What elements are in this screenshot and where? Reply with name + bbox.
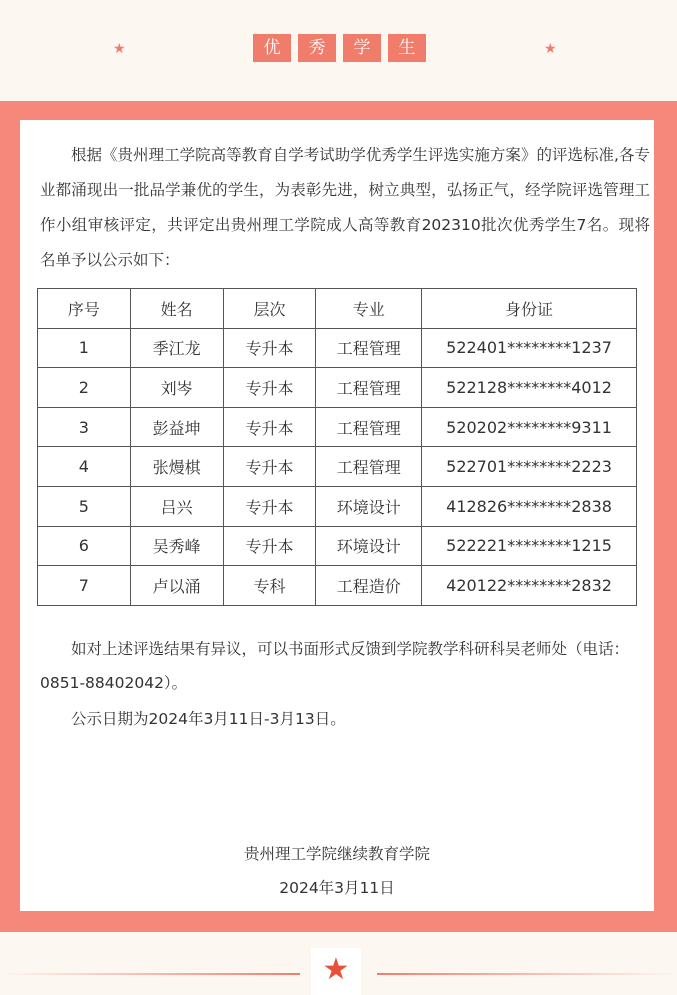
table-cell: 工程管理: [316, 447, 422, 487]
table-cell: 环境设计: [316, 526, 422, 566]
table-header-row: [38, 289, 637, 329]
table-cell: 工程管理: [316, 368, 422, 408]
objection-paragraph: 如对上述评选结果有异议，可以书面形式反馈到学院教学科研科吴老师处（电话：0851-88402042）。: [40, 640, 630, 692]
table-cell: 专升本: [223, 526, 316, 566]
table-cell: 522401********1237: [422, 328, 637, 368]
signature-org: 贵州理工学院继续教育学院: [243, 845, 430, 863]
table-row: [38, 566, 637, 606]
footer-band: [0, 932, 677, 995]
table-cell: 工程管理: [316, 328, 422, 368]
table-row: [38, 447, 637, 487]
student-table: [37, 288, 637, 606]
table-row: [38, 407, 637, 447]
footer-star-box: [311, 948, 361, 995]
table-cell: 张熳棋: [130, 447, 223, 487]
table-cell: 卢以涌: [130, 566, 223, 606]
intro-paragraph: 根据《贵州理工学院高等教育自学考试助学优秀学生评选实施方案》的评选标准,各专业都涌现出一批品学兼优的学生，为表彰先进，树立典型，弘扬正气，经学院评选管理工作小组审核评定，共评定出贵州理工学院成人高等教育202310批次优秀学生7名。现将名单予以公示如下：: [40, 146, 650, 269]
title-char: 生: [388, 34, 426, 62]
table-cell: 工程管理: [316, 407, 422, 447]
table-cell: 520202********9311: [422, 407, 637, 447]
table-cell: 5: [38, 486, 131, 526]
table-cell: 522221********1215: [422, 526, 637, 566]
table-cell: 专科: [223, 566, 316, 606]
star-left-icon: ★: [113, 41, 126, 57]
table-cell: 吴秀峰: [130, 526, 223, 566]
table-cell: 420122********2832: [422, 566, 637, 606]
star-icon: ★: [322, 952, 350, 987]
table-cell: 522701********2223: [422, 447, 637, 487]
publicity-paragraph: 公示日期为2024年3月11日-3月13日。: [71, 710, 346, 728]
table-cell: 环境设计: [316, 486, 422, 526]
table-row: [38, 486, 637, 526]
table-cell: 6: [38, 526, 131, 566]
footer-line-left: [0, 973, 300, 975]
signature-date: 2024年3月11日: [279, 879, 395, 897]
table-cell: 专升本: [223, 447, 316, 487]
title-char: 秀: [298, 34, 336, 62]
content-card: [20, 120, 654, 911]
column-header: 身份证: [422, 289, 637, 329]
table-cell: 7: [38, 566, 131, 606]
table-cell: 吕兴: [130, 486, 223, 526]
table-row: [38, 526, 637, 566]
column-header: 专业: [316, 289, 422, 329]
column-header: 序号: [38, 289, 131, 329]
table-cell: 522128********4012: [422, 368, 637, 408]
table-row: [38, 328, 637, 368]
title-char: 优: [253, 34, 291, 62]
footer-line-right: [377, 973, 677, 975]
table-cell: 工程造价: [316, 566, 422, 606]
column-header: 姓名: [130, 289, 223, 329]
table-cell: 专升本: [223, 368, 316, 408]
table-cell: 专升本: [223, 407, 316, 447]
title-char: 学: [343, 34, 381, 62]
table-row: [38, 368, 637, 408]
table-cell: 4: [38, 447, 131, 487]
column-header: 层次: [223, 289, 316, 329]
table-cell: 1: [38, 328, 131, 368]
table-cell: 刘岑: [130, 368, 223, 408]
header-band: [0, 0, 677, 101]
table-cell: 季江龙: [130, 328, 223, 368]
table-cell: 彭益坤: [130, 407, 223, 447]
star-right-icon: ★: [544, 41, 557, 57]
table-cell: 专升本: [223, 486, 316, 526]
table-cell: 2: [38, 368, 131, 408]
content-frame: [0, 101, 677, 932]
table-cell: 3: [38, 407, 131, 447]
page-title: [253, 34, 426, 62]
table-cell: 412826********2838: [422, 486, 637, 526]
table-cell: 专升本: [223, 328, 316, 368]
